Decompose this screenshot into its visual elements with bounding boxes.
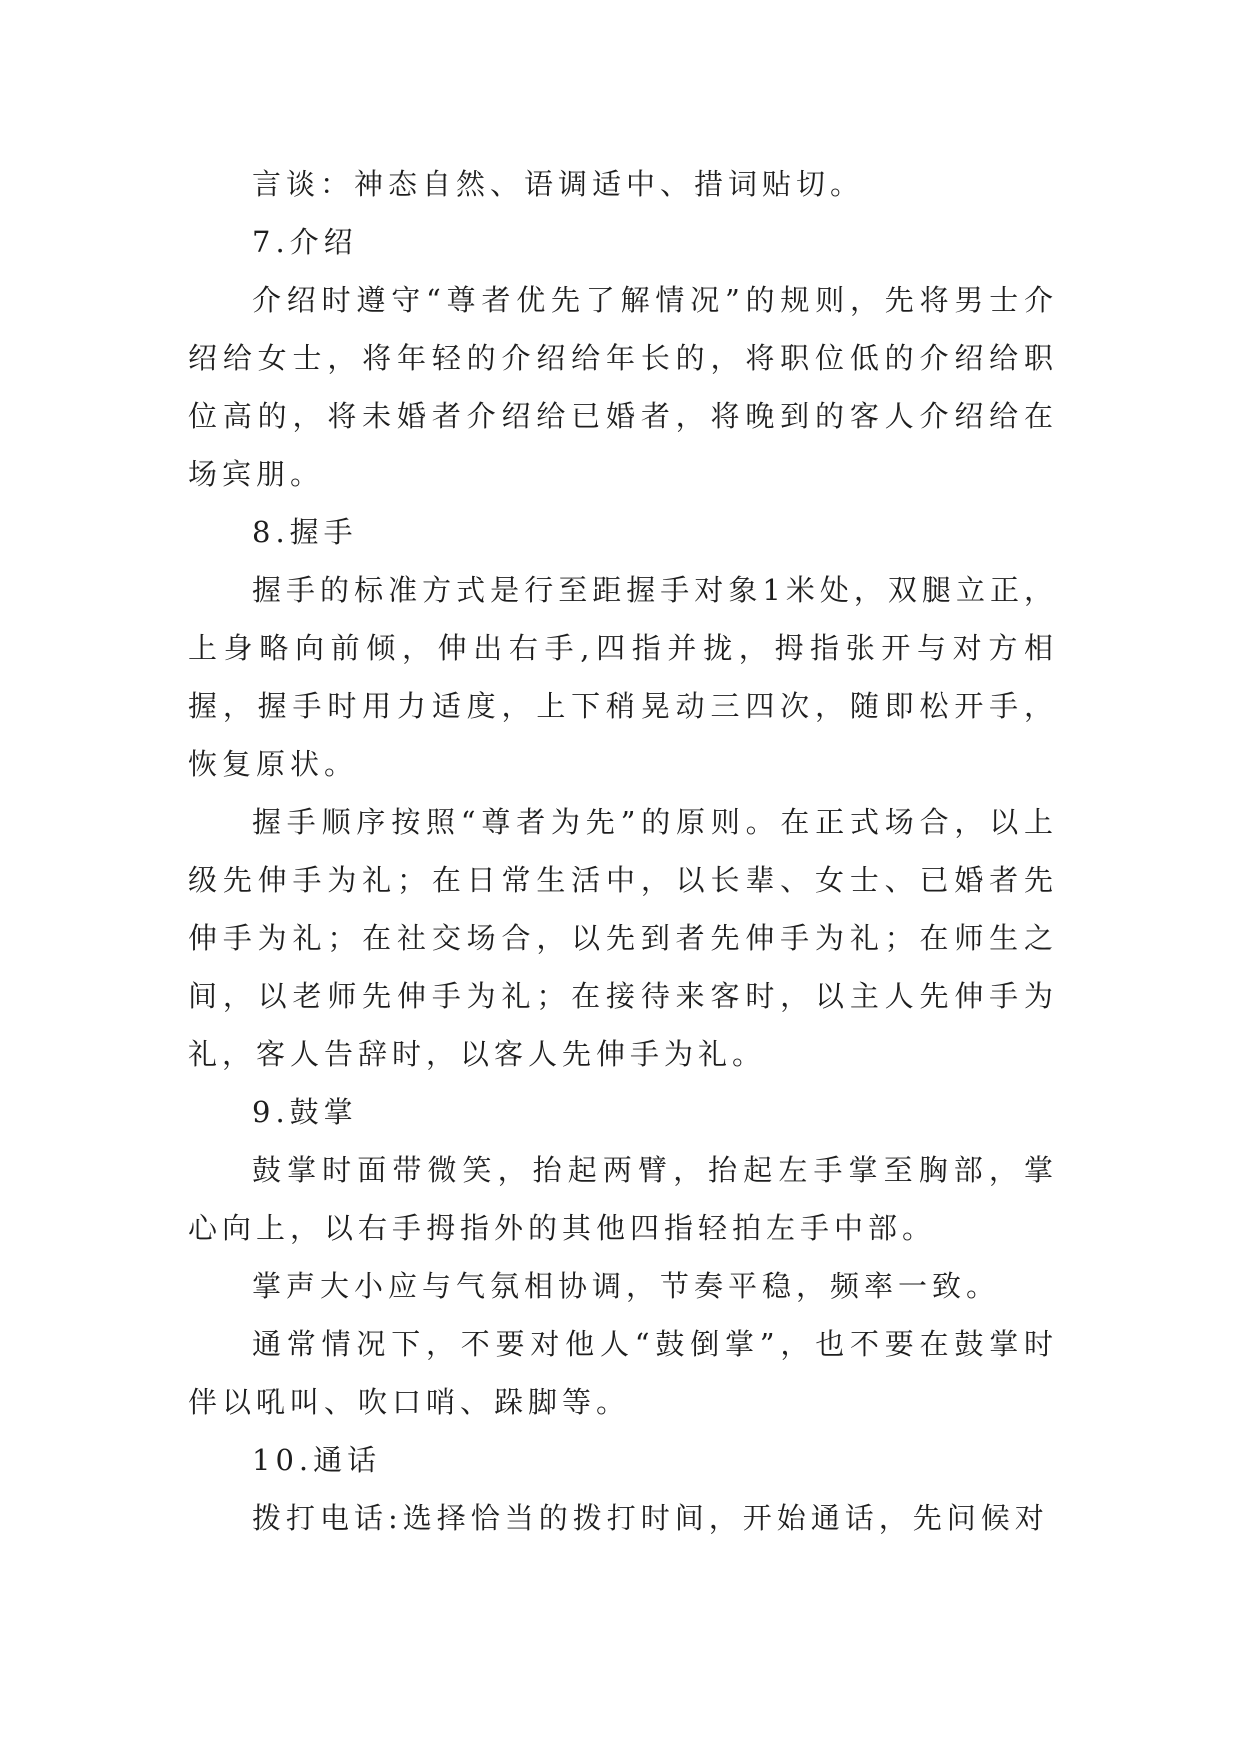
- paragraph-handshake-method: 握手的标准方式是行至距握手对象1米处，双腿立正，上身略向前倾，伸出右手,四指并拢，拇指张开与对方相握，握手时用力适度，上下稍晃动三四次，随即松开手，恢复原状。: [188, 573, 1058, 781]
- paragraph-speech: 言谈：神态自然、语调适中、措词贴切。: [252, 167, 865, 201]
- document-body: [188, 155, 1058, 1547]
- paragraph-handshake-order: 握手顺序按照“尊者为先”的原则。在正式场合，以上级先伸手为礼；在日常生活中，以长辈、女士、已婚者先伸手为礼；在社交场合，以先到者先伸手为礼；在师生之间，以老师先伸手为礼；在接待来客时，以主人先伸手为礼，客人告辞时，以客人先伸手为礼。: [188, 805, 1058, 1071]
- section-heading-phone-call: 10.通话: [252, 1443, 382, 1477]
- section-heading-applause: 9.鼓掌: [252, 1095, 358, 1129]
- paragraph-applause-etiquette: 通常情况下，不要对他人“鼓倒掌”，也不要在鼓掌时伴以吼叫、吹口哨、跺脚等。: [188, 1327, 1058, 1419]
- paragraph-applause-volume: 掌声大小应与气氛相协调，节奏平稳，频率一致。: [252, 1269, 1001, 1303]
- paragraph-phone-call: 拨打电话:选择恰当的拨打时间，开始通话，先问候对: [252, 1501, 1049, 1535]
- section-heading-introduction: 7.介绍: [252, 225, 358, 259]
- paragraph-applause-method: 鼓掌时面带微笑，抬起两臂，抬起左手掌至胸部，掌心向上，以右手拇指外的其他四指轻拍左手中部。: [188, 1153, 1058, 1245]
- paragraph-introduction: 介绍时遵守“尊者优先了解情况”的规则，先将男士介绍给女士，将年轻的介绍给年长的，将职位低的介绍给职位高的，将未婚者介绍给已婚者，将晚到的客人介绍给在场宾朋。: [188, 283, 1058, 491]
- section-heading-handshake: 8.握手: [252, 515, 358, 549]
